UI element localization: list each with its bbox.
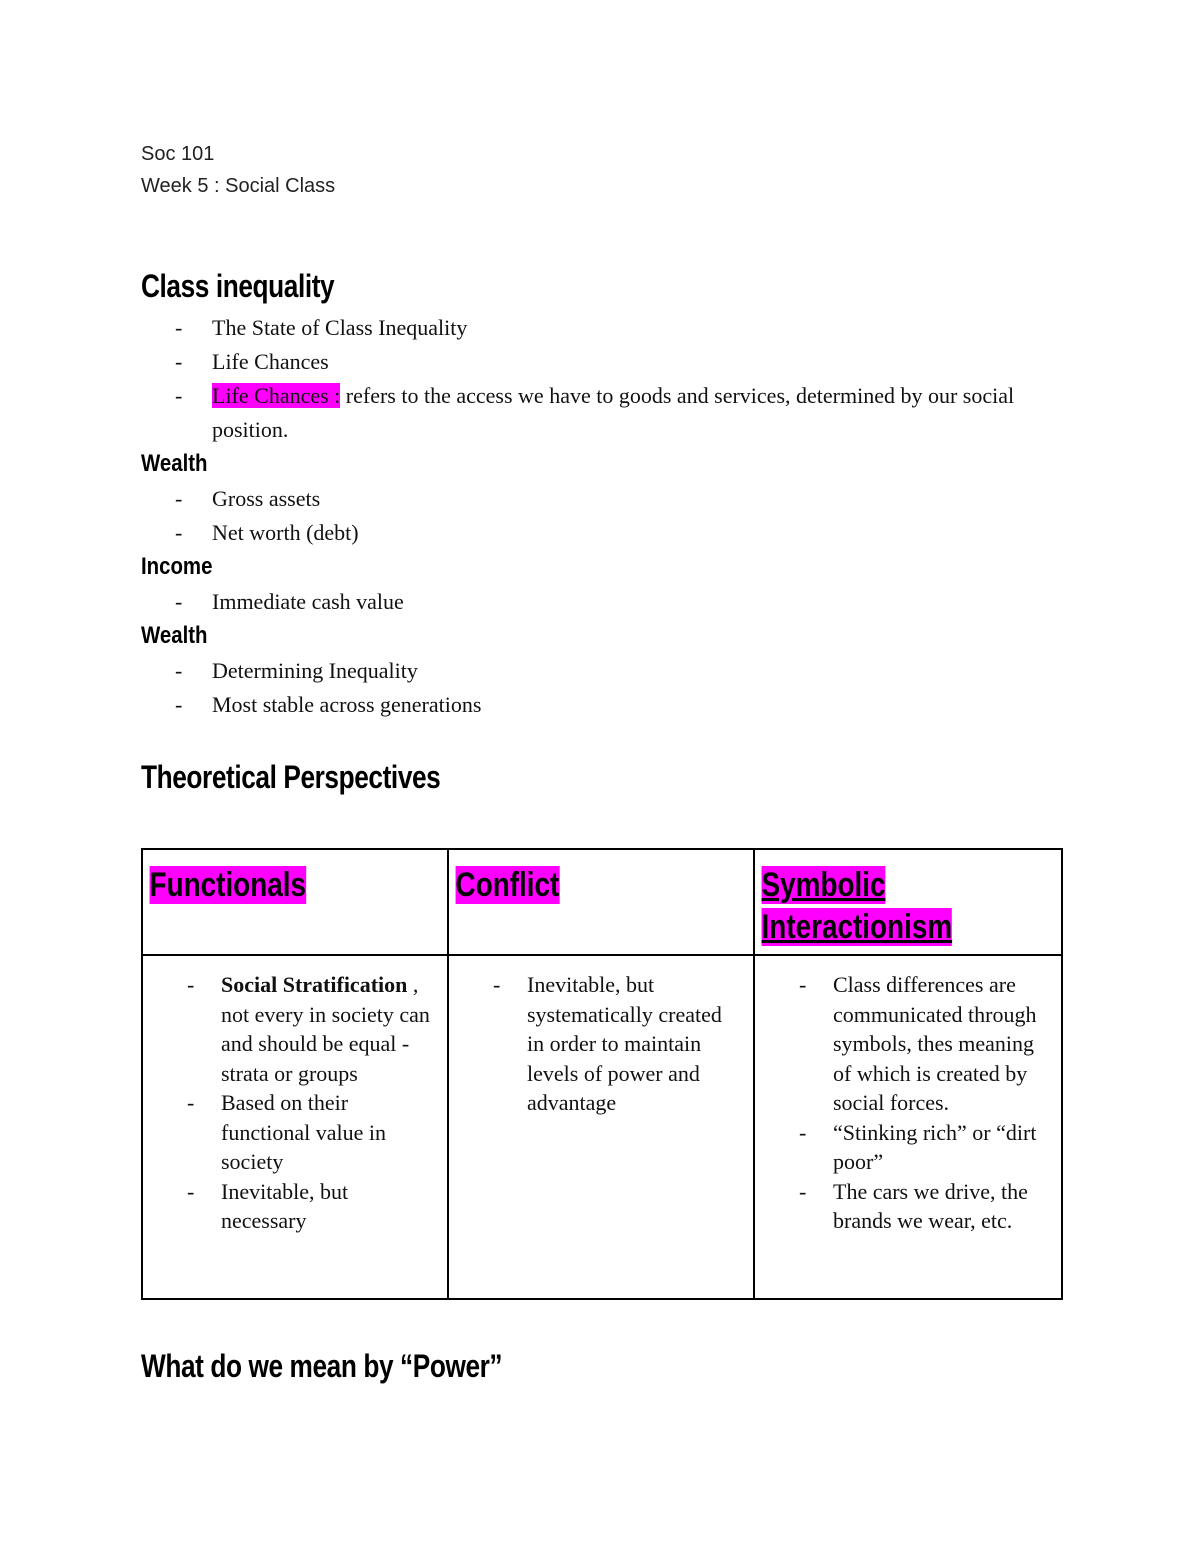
list-item: - Based on their functional value in society (187, 1090, 386, 1174)
table-header-row (142, 849, 1062, 955)
header-functionals: Functionals (149, 866, 307, 904)
cell-symbolic (754, 955, 1062, 1299)
dash-bullet: - (175, 486, 183, 511)
income-list (141, 585, 1061, 619)
list-item: - “Stinking rich” or “dirt poor” (799, 1119, 1037, 1174)
class-inequality-list (141, 311, 1061, 447)
list-item: - The State of Class Inequality (141, 311, 1061, 345)
definition-text: refers to the access we have to goods and services, determined by our social position. (212, 383, 1015, 442)
bold-term: Social Stratification (221, 972, 408, 997)
dash-bullet: - (175, 658, 183, 683)
dash-bullet: - (187, 1090, 195, 1115)
dash-bullet: - (799, 972, 807, 997)
list-item: - Net worth (debt) (141, 516, 1061, 550)
heading-wealth-2: Wealth (141, 622, 208, 649)
dash-bullet: - (175, 520, 183, 545)
list-item: - Inevitable, but systematically created in order to maintain levels of power and advantage (493, 972, 722, 1115)
list-item: - Gross assets (141, 482, 1061, 516)
dash-bullet: - (175, 692, 183, 717)
cell-conflict (448, 955, 754, 1299)
functionals-list (143, 956, 447, 1236)
cell-functionals (142, 955, 448, 1299)
heading-power: What do we mean by “Power” (141, 1348, 503, 1384)
heading-theoretical-perspectives: Theoretical Perspectives (141, 759, 441, 795)
header-cell-functionals (142, 849, 448, 955)
header-symbolic-interactionism: Symbolic Interactionism (761, 866, 953, 946)
list-item: - Inevitable, but necessary (187, 1178, 349, 1233)
list-item: - Determining Inequality (141, 654, 1061, 688)
list-item: - Life Chances (141, 345, 1061, 379)
list-item: - Immediate cash value (141, 585, 1061, 619)
highlighted-term: Life Chances : (212, 383, 341, 408)
list-item: - Social Stratification , not every in society can and should be equal - strata or groups (187, 972, 430, 1086)
header-cell-conflict (448, 849, 754, 955)
dash-bullet: - (175, 315, 183, 340)
list-item: - Most stable across generations (141, 688, 1061, 722)
dash-bullet: - (187, 1178, 195, 1204)
dash-bullet: - (187, 972, 195, 997)
week-title: Week 5 : Social Class (141, 175, 336, 197)
list-item: - Class differences are communicated through symbols, thes meaning of which is created by social forces. (799, 972, 1037, 1115)
wealth-list-2 (141, 654, 1061, 722)
wealth-list (141, 482, 1061, 550)
dash-bullet: - (799, 1178, 807, 1204)
heading-wealth: Wealth (141, 450, 208, 477)
heading-class-inequality: Class inequality (141, 268, 335, 304)
table-row (142, 955, 1062, 1299)
heading-income: Income (141, 553, 213, 580)
dash-bullet: - (493, 972, 501, 997)
dash-bullet: - (175, 349, 183, 374)
course-code: Soc 101 (141, 143, 215, 165)
dash-bullet: - (799, 1119, 807, 1145)
dash-bullet: - (175, 383, 183, 408)
dash-bullet: - (175, 589, 183, 614)
conflict-list (449, 956, 753, 1118)
perspectives-table (141, 848, 1063, 1300)
symbolic-list (755, 956, 1061, 1236)
list-item-definition (141, 379, 1061, 447)
header-conflict: Conflict (455, 866, 560, 904)
list-item: - The cars we drive, the brands we wear, etc. (799, 1178, 1028, 1233)
header-cell-symbolic (754, 849, 1062, 955)
